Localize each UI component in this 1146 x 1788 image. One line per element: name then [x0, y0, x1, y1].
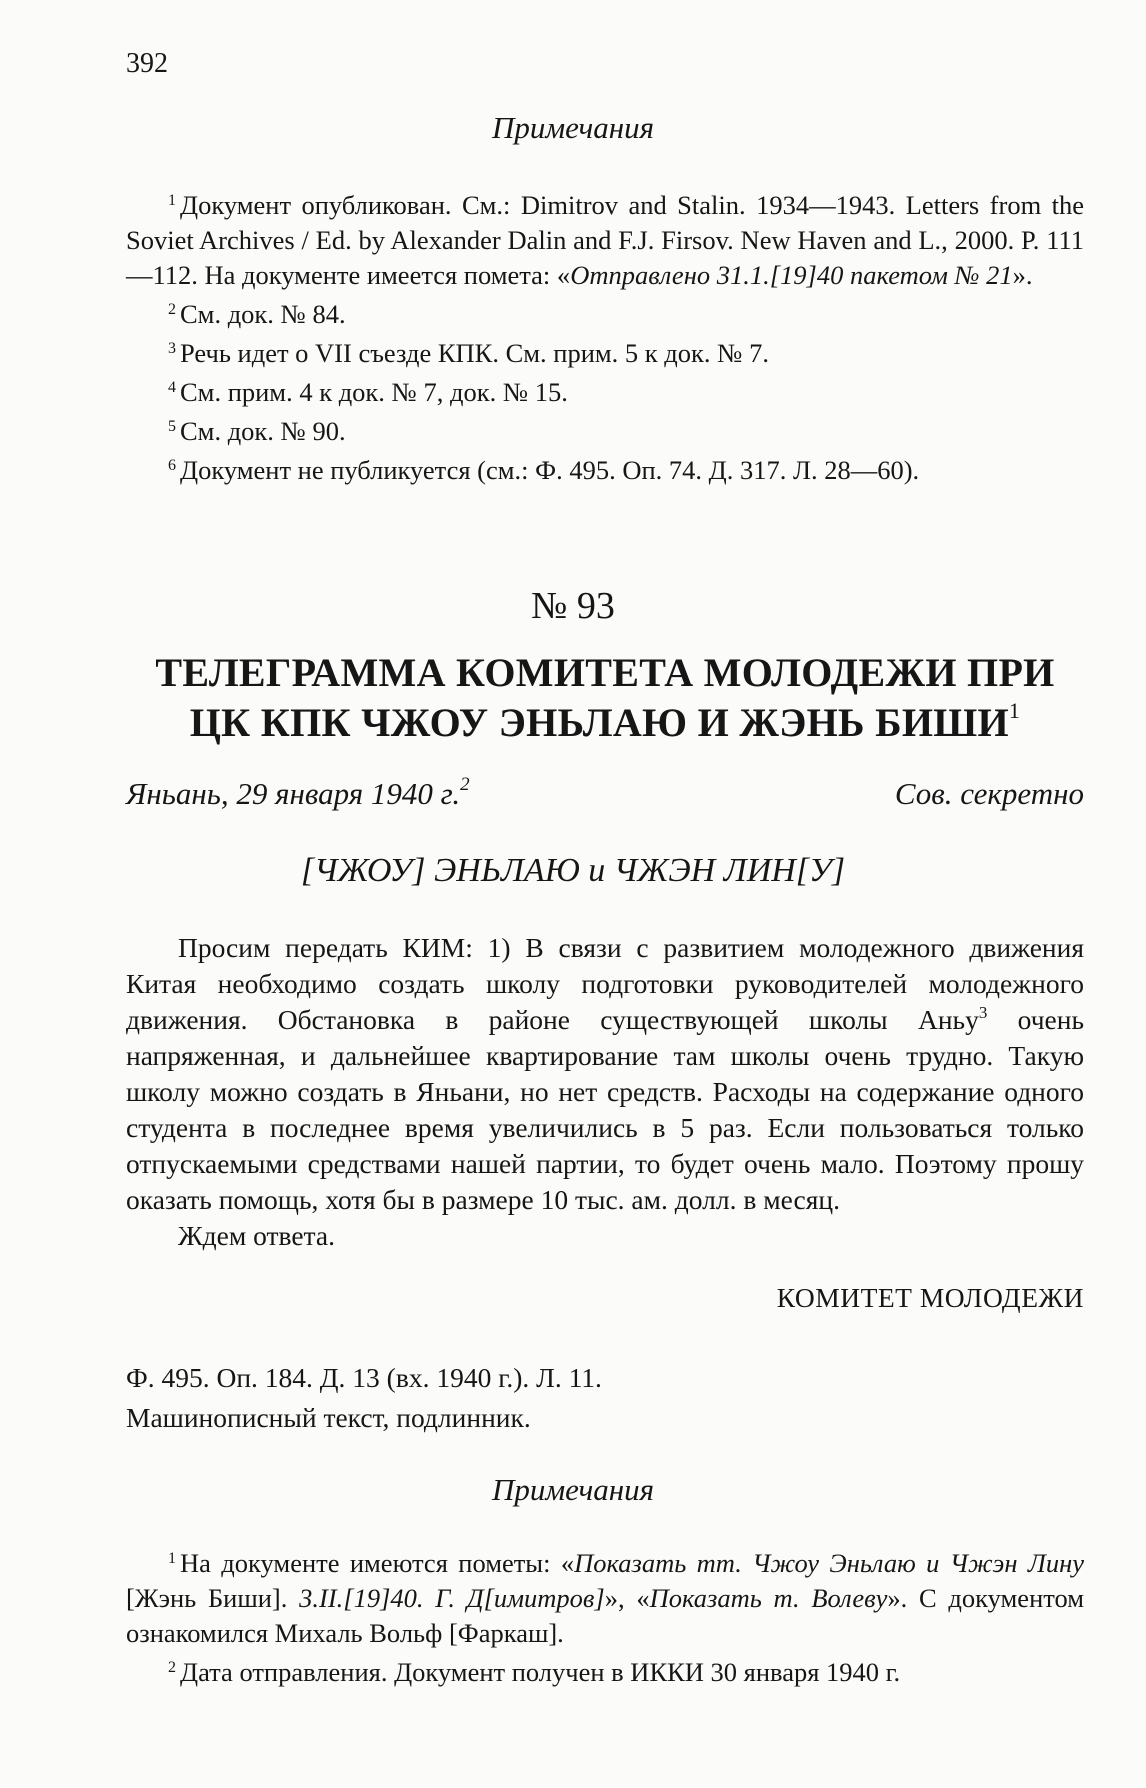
page-number: 392 [126, 48, 168, 79]
document-title [126, 648, 1084, 748]
footnote-number: 2 [168, 1659, 176, 1676]
footnote-text: См. док. № 84. [180, 299, 346, 329]
body-footnote-mark: 3 [978, 1003, 988, 1022]
footnote-text: Отправлено 31.1.[19]40 пакетом № 21 [570, 260, 1013, 290]
place-date-footnote-mark: 2 [460, 774, 470, 795]
archive-reference [126, 1358, 602, 1438]
footnote [126, 1546, 1084, 1651]
footnote [126, 375, 1084, 410]
secrecy-label: Сов. секретно [894, 776, 1084, 811]
footnote-number: 1 [168, 1550, 176, 1567]
body-text-part2: очень напряженная, и дальнейшее квартирование там школы очень трудно. Такую школу можно создать в Яньани, но нет средств. Расходы на содержание одного студента в последнее время увеличились в 5 раз. Если пользоваться только отпускаемыми средствами нашей партии, то будет очень мало. Поэтому прошу оказать помощь, хотя бы в размере 10 тыс. ам. долл. в месяц. [126, 1004, 1084, 1215]
footnote-text: См. док. № 90. [180, 416, 346, 446]
footnote-text: Документ не публикуется (см.: Ф. 495. Оп. 74. Д. 317. Л. 28—60). [180, 455, 920, 485]
footnote-number: 3 [168, 340, 176, 357]
document-title-text: ТЕЛЕГРАММА КОМИТЕТА МОЛОДЕЖИ ПРИ ЦК КПК ЧЖОУ ЭНЬЛАЮ И ЖЭНЬ БИШИ [155, 650, 1055, 745]
footnote-number: 4 [168, 379, 176, 396]
footnote-text: См. прим. 4 к док. № 7, док. № 15. [180, 377, 568, 407]
document-number: № 93 [531, 585, 615, 627]
signature: КОМИТЕТ МОЛОДЕЖИ [776, 1282, 1084, 1313]
footnote-text: Показать т. Волеву [649, 1583, 888, 1613]
footnote-text: ». С документом ознакомился Михаль Вольф [Фаркаш]. [126, 1583, 1084, 1648]
notes-list [126, 188, 1084, 492]
notes-heading: Примечания [491, 110, 655, 145]
footnote-text: Показать тт. Чжоу Эньлаю и Чжэн Лину [574, 1548, 1085, 1578]
footnote-text: [Жэнь Биши]. [126, 1583, 300, 1613]
footnote [126, 453, 1084, 488]
place-date-text: Яньань, 29 января 1940 г. [126, 776, 461, 811]
footnote-number: 6 [168, 457, 176, 474]
footnote [126, 1655, 1084, 1690]
footnote-text: На документе имеются пометы: « [180, 1548, 575, 1578]
footnote [126, 414, 1084, 449]
footnote-text: 3.II.[19]40. Г. Д[имитров] [299, 1583, 605, 1613]
body-text-part1: Просим передать КИМ: 1) В связи с развитием молодежного движения Китая необходимо создать школу подготовки руководителей молодежного движения. Обстановка в районе существующей школы Аньу [126, 932, 1084, 1035]
archive-type-line: Машинописный текст, подлинник. [126, 1402, 531, 1433]
footnote [126, 297, 1084, 332]
footnote-number: 5 [168, 418, 176, 435]
notes-heading-2: Примечания [491, 1472, 655, 1507]
archive-ref-line: Ф. 495. Оп. 184. Д. 13 (вх. 1940 г.). Л. 11. [126, 1362, 602, 1393]
notes-list-2 [126, 1546, 1084, 1694]
footnote-text: Речь идет о VII съезде КПК. См. прим. 5 к док. № 7. [180, 338, 769, 368]
footnote-number: 1 [168, 192, 176, 209]
document-body [126, 930, 1084, 1254]
footnote-text: Дата отправления. Документ получен в ИККИ 30 января 1940 г. [180, 1657, 901, 1687]
footnote [126, 336, 1084, 371]
footnote-number: 2 [168, 301, 176, 318]
document-place-date [126, 776, 470, 812]
closing-line: Ждем ответа. [178, 1220, 335, 1251]
document-title-footnote-mark: 1 [1008, 698, 1021, 723]
footnote-text: Документ опубликован. См.: Dimitrov and Stalin. 1934—1943. Letters from the Soviet Archives / Ed. by Alexander Dalin and F.J. Firsov. New Haven and L., 2000. P. 111—112. На документе имеется помета: « [126, 190, 1084, 290]
footnote-text: ». [1012, 260, 1033, 290]
addressee: [ЧЖОУ] ЭНЬЛАЮ и ЧЖЭН ЛИН[У] [300, 852, 846, 889]
footnote-text: », « [604, 1583, 650, 1613]
body-paragraph [126, 930, 1084, 1218]
footnote [126, 188, 1084, 293]
